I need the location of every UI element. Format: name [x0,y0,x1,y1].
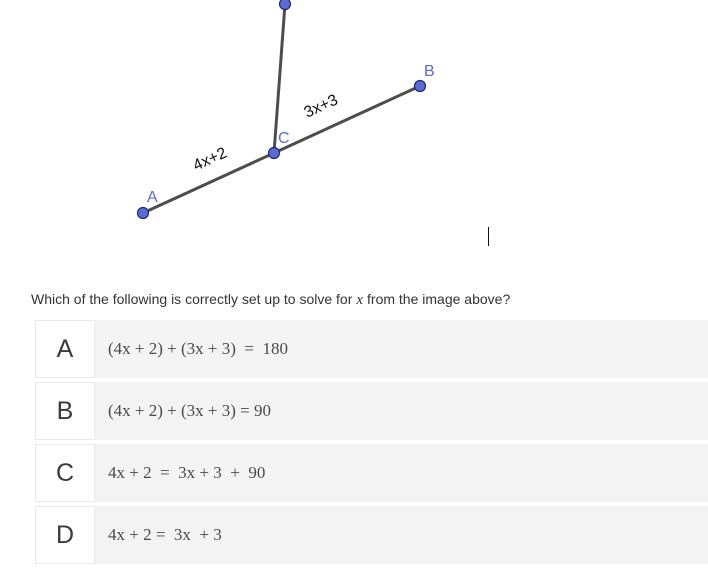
point-b[interactable] [415,81,426,92]
choice-b-text[interactable]: (4x + 2) + (3x + 3) = 90 [108,401,271,420]
question-after: from the image above? [367,291,511,307]
point-a[interactable] [138,208,149,219]
choice-c[interactable] [35,444,708,502]
point-c-label: C [278,130,290,147]
question-before: Which of the following is correctly set up to solve for [31,291,353,307]
geometry-diagram [0,0,708,280]
choice-a-text[interactable]: (4x + 2) + (3x + 3) = 180 [108,339,288,358]
segment-ac-label: 4x+2 [190,144,230,175]
segment-cb [274,86,420,153]
choice-c-text[interactable]: 4x + 2 = 3x + 3 + 90 [108,463,266,482]
choice-a-letter[interactable]: A [35,320,95,378]
point-top[interactable] [280,0,291,10]
answer-choices [35,320,708,568]
segment-cb-label: 3x+3 [301,91,341,122]
choice-b[interactable] [35,382,708,440]
choice-a[interactable] [35,320,708,378]
choice-d[interactable] [35,506,708,564]
choice-b-letter[interactable]: B [35,382,95,440]
choice-c-letter[interactable]: C [35,444,95,502]
question-text [31,291,510,309]
choice-d-letter[interactable]: D [35,506,95,564]
question-variable: x [356,292,364,308]
point-b-label: B [424,63,435,80]
point-c[interactable] [269,148,280,159]
choice-d-text[interactable]: 4x + 2 = 3x + 3 [108,525,222,544]
point-a-label: A [147,189,158,206]
text-cursor [488,227,489,246]
